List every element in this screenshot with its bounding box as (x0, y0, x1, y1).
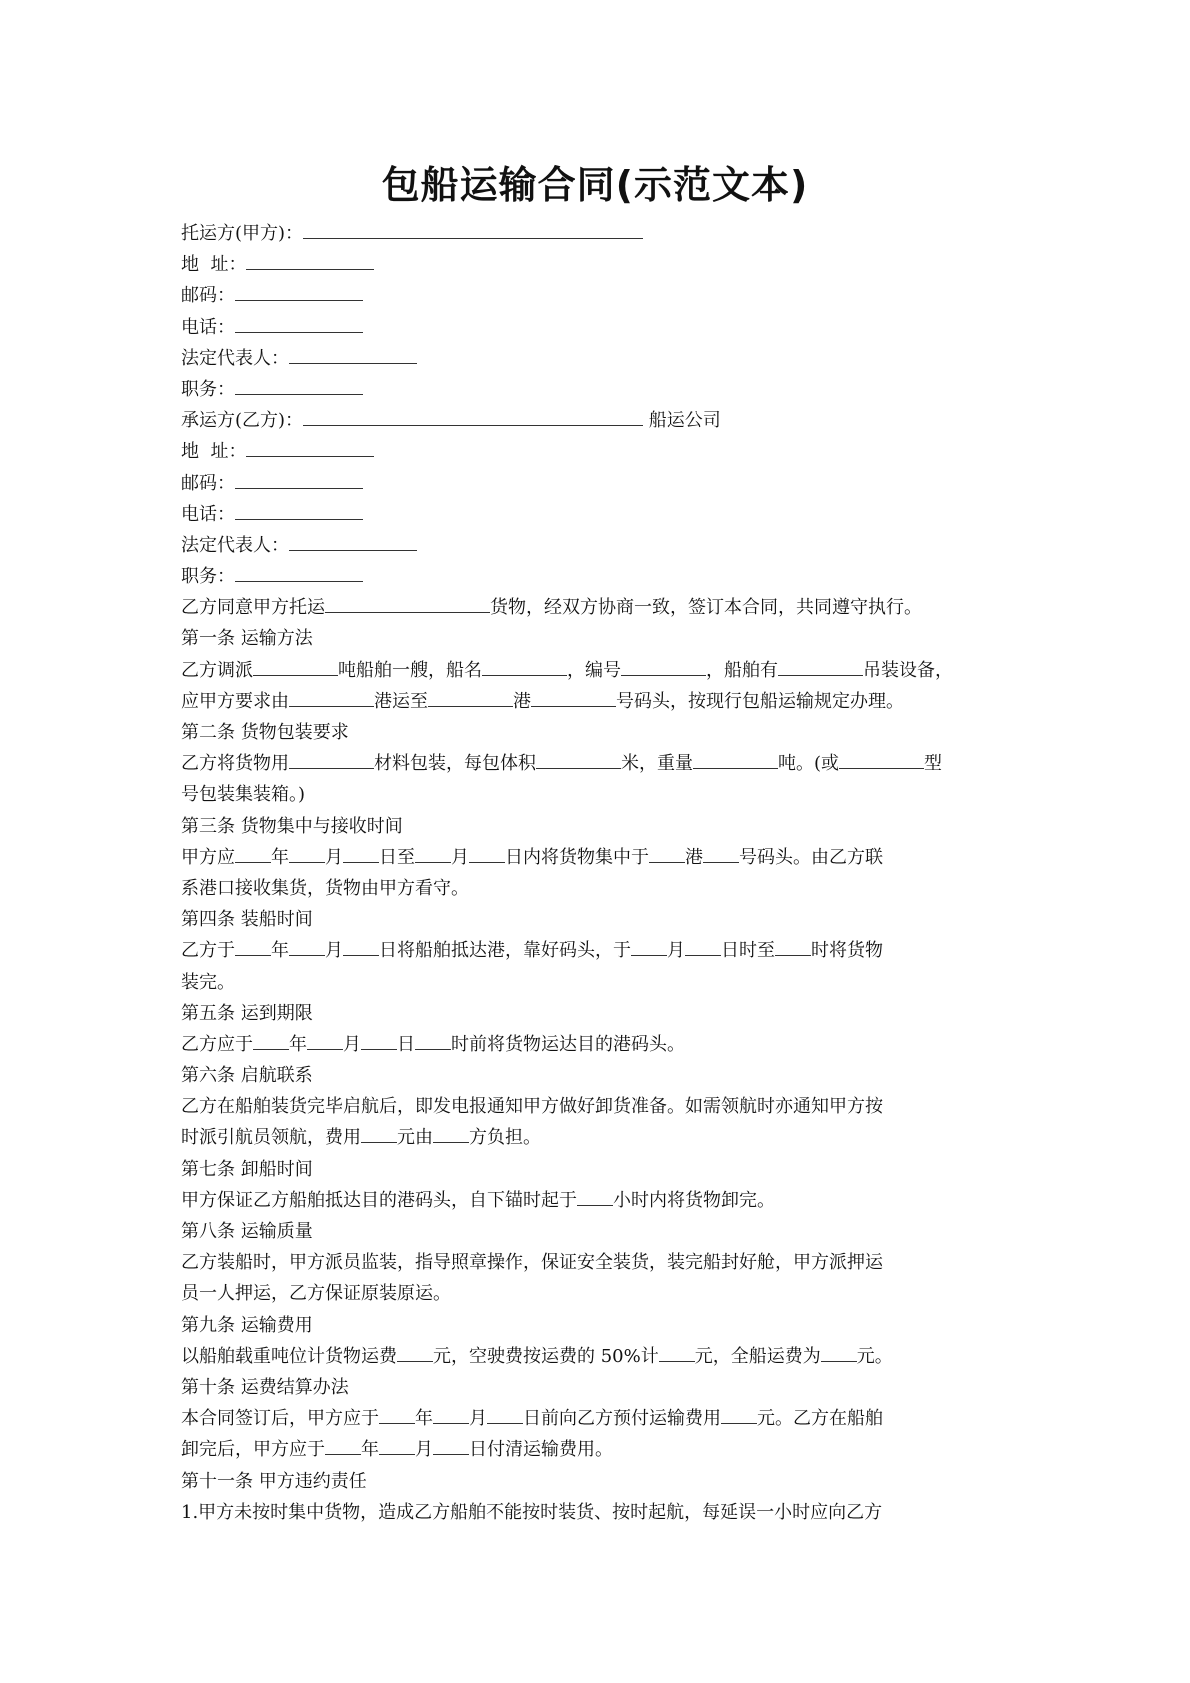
party-a-postcode-label: 邮码： (181, 285, 235, 307)
article-text: 乙方应于 (181, 1033, 253, 1055)
article-text: 小时内将货物卸完。 (613, 1189, 775, 1211)
article-text: 乙方在船舶装货完毕启航后，即发电报通知甲方做好卸货准备。如需领航时亦通知甲方按 (181, 1096, 883, 1118)
party-b-legal-rep-line (181, 530, 1021, 561)
fill-in-blank[interactable] (649, 842, 685, 863)
party-b-legal-rep-blank[interactable] (289, 530, 417, 551)
article-text: 月 (415, 1439, 433, 1461)
fill-in-blank[interactable] (703, 842, 739, 863)
party-b-address-line (181, 436, 1021, 467)
fill-in-blank[interactable] (536, 748, 621, 769)
article-text-line (181, 842, 1021, 873)
article-text: 员一人押运，乙方保证原装原运。 (181, 1283, 451, 1305)
party-a-position-line (181, 374, 1021, 405)
fill-in-blank[interactable] (721, 1403, 757, 1424)
fill-in-blank[interactable] (482, 655, 567, 676)
party-a-address-line (181, 249, 1021, 280)
article-text-line (181, 1497, 1021, 1528)
article-text: 港 (685, 846, 703, 868)
article-text-line (181, 748, 1021, 779)
party-a-postcode-blank[interactable] (235, 280, 363, 301)
party-b-postcode-blank[interactable] (235, 468, 363, 489)
article-text: 年 (271, 940, 289, 962)
article-text: 卸完后，甲方应于 (181, 1439, 325, 1461)
article-text: 吊装设备， (863, 659, 953, 681)
fill-in-blank[interactable] (253, 655, 338, 676)
party-a-label: 托运方(甲方)： (181, 223, 304, 244)
fill-in-blank[interactable] (397, 1341, 433, 1362)
article-text: 日内将货物集中于 (505, 846, 649, 868)
fill-in-blank[interactable] (621, 655, 706, 676)
article-heading: 第四条 装船时间 (181, 909, 313, 931)
party-a-phone-blank[interactable] (235, 312, 363, 333)
article-text-line (181, 1247, 1021, 1278)
article-text-line (181, 1122, 1021, 1153)
article-text: 港 (513, 690, 531, 712)
party-b-phone-label: 电话： (181, 503, 235, 525)
article-text: 甲方保证乙方船舶抵达目的港码头，自下锚时起于 (181, 1189, 577, 1211)
document-body (181, 218, 1021, 1528)
article-text: 日至 (379, 846, 415, 868)
article-text: 元。 (856, 1345, 893, 1367)
fill-in-blank[interactable] (469, 842, 505, 863)
fill-in-blank[interactable] (821, 1341, 857, 1362)
article-text-line (181, 686, 1021, 717)
article-heading: 第九条 运输费用 (181, 1314, 313, 1336)
fill-in-blank[interactable] (778, 655, 863, 676)
fill-in-blank[interactable] (379, 1434, 415, 1455)
fill-in-blank[interactable] (289, 842, 325, 863)
article-text: 年 (271, 846, 289, 868)
article-text-line (181, 1185, 1021, 1216)
fill-in-blank[interactable] (235, 935, 271, 956)
party-a-position-blank[interactable] (235, 374, 363, 395)
article-text: 号码头。由乙方联 (739, 846, 883, 868)
article-text: 日付清运输费用。 (469, 1439, 613, 1461)
article-text: 应甲方要求由 (181, 690, 289, 712)
party-a-line (181, 218, 1021, 249)
party-a-position-label: 职务： (181, 378, 235, 400)
article-heading: 第二条 货物包装要求 (181, 722, 349, 743)
party-a-phone-line (181, 312, 1021, 343)
article-text: 元由 (397, 1127, 433, 1149)
preamble-text-before: 乙方同意甲方托运 (181, 597, 325, 619)
article-text: 乙方装船时，甲方派员监装，指导照章操作，保证安全装货，装完船封好舱，甲方派押运 (181, 1252, 883, 1274)
fill-in-blank[interactable] (289, 686, 374, 707)
party-b-suffix: 船运公司 (643, 410, 721, 432)
article-text-line (181, 1403, 1021, 1434)
article-text-line (181, 1341, 1021, 1372)
preamble-line (181, 592, 1021, 623)
article-text: 日 (397, 1033, 415, 1055)
party-b-position-label: 职务： (181, 566, 235, 588)
article-text-line (181, 655, 1021, 686)
article-text: ，编号 (567, 659, 621, 681)
article-text: 吨。(或 (778, 753, 840, 775)
article-heading: 第五条 运到期限 (181, 1002, 313, 1024)
fill-in-blank[interactable] (531, 686, 616, 707)
fill-in-blank[interactable] (693, 748, 778, 769)
party-b-phone-blank[interactable] (235, 499, 363, 520)
article-text-line (181, 967, 1021, 998)
article-text: 乙方调派 (181, 659, 253, 681)
article-text: 港运至 (374, 690, 428, 712)
article-heading: 第八条 运输质量 (181, 1221, 313, 1242)
fill-in-blank[interactable] (433, 1122, 469, 1143)
fill-in-blank[interactable] (659, 1341, 695, 1362)
article-text: 月 (667, 940, 685, 962)
article-text-line (181, 1091, 1021, 1122)
article-text: 日将船舶抵达港，靠好码头，于 (379, 940, 631, 962)
article-heading: 第十条 运费结算办法 (181, 1376, 349, 1398)
article-heading: 第一条 运输方法 (181, 628, 313, 650)
fill-in-blank[interactable] (685, 935, 721, 956)
article-text: 装完。 (181, 971, 235, 993)
party-a-address-blank[interactable] (246, 249, 374, 270)
article-text-line (181, 873, 1021, 904)
fill-in-blank[interactable] (361, 1122, 397, 1143)
fill-in-blank[interactable] (428, 686, 513, 707)
preamble-text-after: 货物，经双方协商一致，签订本合同，共同遵守执行。 (490, 597, 922, 619)
article-text: 日前向乙方预付运输费用 (523, 1408, 721, 1430)
article-text: 元，空驶费按运费的 50%计 (433, 1345, 659, 1367)
fill-in-blank[interactable] (839, 748, 924, 769)
party-a-address-label: 地 址： (181, 254, 247, 276)
article-text: 1.甲方未按时集中货物，造成乙方船舶不能按时装货、按时起航，每延误一小时应向乙方 (181, 1501, 883, 1523)
fill-in-blank[interactable] (289, 748, 374, 769)
article-text: 以船舶载重吨位计货物运费 (181, 1345, 397, 1367)
party-b-phone-line (181, 499, 1021, 530)
article-text: 年 (415, 1408, 433, 1430)
article-text: 材料包装，每包体积 (374, 753, 536, 775)
article-text-line (181, 779, 1021, 810)
article-heading: 第三条 货物集中与接收时间 (181, 815, 403, 837)
party-a-legal-rep-line (181, 343, 1021, 374)
article-text: 乙方将货物用 (181, 753, 289, 775)
article-text: 月 (469, 1408, 487, 1430)
party-b-legal-rep-label: 法定代表人： (181, 534, 289, 556)
fill-in-blank[interactable] (289, 935, 325, 956)
fill-in-blank[interactable] (235, 842, 271, 863)
party-a-legal-rep-label: 法定代表人： (181, 347, 289, 369)
article-text: 月 (325, 846, 343, 868)
article-text: 年 (289, 1033, 307, 1055)
article-heading: 第七条 卸船时间 (181, 1158, 313, 1180)
article-text: 甲方应 (181, 846, 235, 868)
article-text: 号码头，按现行包船运输规定办理。 (616, 690, 904, 712)
party-b-line (181, 405, 1021, 436)
cargo-name-blank[interactable] (325, 592, 490, 613)
party-b-position-blank[interactable] (235, 561, 363, 582)
article-heading: 第六条 启航联系 (181, 1065, 313, 1087)
article-text: 时将货物 (811, 940, 883, 962)
article-text: 乙方于 (181, 940, 235, 962)
fill-in-blank[interactable] (379, 1403, 415, 1424)
article-text: 方负担。 (469, 1127, 541, 1149)
article-text: 月 (325, 940, 343, 962)
article-text: 时派引航员领航，费用 (181, 1127, 361, 1149)
article-text: ，船舶有 (706, 659, 778, 681)
fill-in-blank[interactable] (343, 935, 379, 956)
fill-in-blank[interactable] (775, 935, 811, 956)
fill-in-blank[interactable] (415, 1029, 451, 1050)
article-text: 米，重量 (621, 753, 693, 775)
document-title: 包船运输合同(示范文本) (381, 163, 809, 207)
article-text-line (181, 1434, 1021, 1465)
fill-in-blank[interactable] (325, 1434, 361, 1455)
party-a-name-blank[interactable] (303, 218, 643, 239)
article-text: 月 (451, 846, 469, 868)
fill-in-blank[interactable] (433, 1403, 469, 1424)
article-heading: 第十一条 甲方违约责任 (181, 1470, 367, 1492)
article-text: 日时至 (721, 940, 775, 962)
article-text: 系港口接收集货，货物由甲方看守。 (181, 877, 469, 899)
party-b-position-line (181, 561, 1021, 592)
party-b-address-label: 地 址： (181, 441, 247, 463)
articles-list (181, 623, 1021, 1527)
article-text-line (181, 935, 1021, 966)
article-text: 元，全船运费为 (694, 1345, 821, 1367)
party-b-label: 承运方(乙方)： (181, 410, 304, 432)
article-text: 年 (361, 1439, 379, 1461)
fill-in-blank[interactable] (415, 842, 451, 863)
party-b-address-blank[interactable] (246, 436, 374, 457)
party-b-name-blank[interactable] (303, 405, 643, 426)
fill-in-blank[interactable] (343, 842, 379, 863)
party-a-postcode-line (181, 280, 1021, 311)
fill-in-blank[interactable] (631, 935, 667, 956)
article-text: 吨船舶一艘，船名 (338, 659, 482, 681)
fill-in-blank[interactable] (487, 1403, 523, 1424)
article-text: 型 (924, 753, 943, 775)
article-text-line (181, 1029, 1021, 1060)
party-b-postcode-label: 邮码： (181, 472, 235, 494)
article-text: 号包装集装箱。) (181, 784, 306, 806)
article-text: 时前将货物运达目的港码头。 (451, 1033, 685, 1055)
party-b-postcode-line (181, 468, 1021, 499)
article-text: 元。乙方在船舶 (757, 1408, 883, 1430)
article-text: 本合同签订后，甲方应于 (181, 1408, 379, 1430)
fill-in-blank[interactable] (253, 1029, 289, 1050)
party-a-phone-label: 电话： (181, 316, 235, 338)
fill-in-blank[interactable] (307, 1029, 343, 1050)
fill-in-blank[interactable] (361, 1029, 397, 1050)
fill-in-blank[interactable] (577, 1185, 613, 1206)
party-a-legal-rep-blank[interactable] (289, 343, 417, 364)
fill-in-blank[interactable] (433, 1434, 469, 1455)
article-text: 月 (343, 1033, 361, 1055)
article-text-line (181, 1278, 1021, 1309)
